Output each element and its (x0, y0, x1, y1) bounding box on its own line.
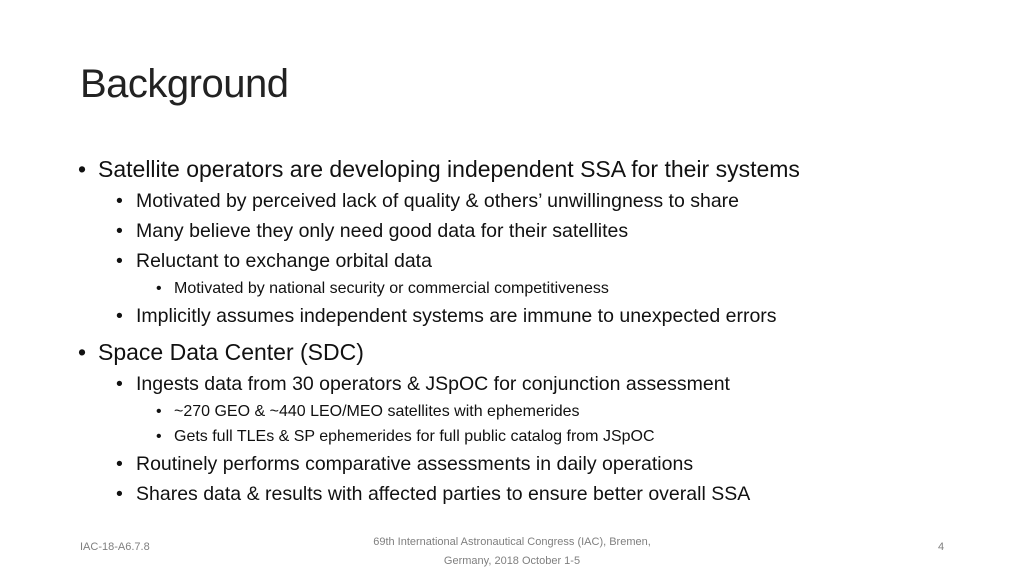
bullet-text: Implicitly assumes independent systems are immune to unexpected errors (136, 305, 777, 327)
footer-conference-line: Germany, 2018 October 1-5 (443, 555, 581, 567)
bullet-item (78, 369, 958, 399)
bullet-dot-icon: • (116, 373, 123, 395)
bullet-dot-icon: • (156, 403, 162, 420)
footer-conference-line: 69th International Astronautical Congress (IAC), Bremen, (373, 536, 651, 548)
bullet-dot-icon: • (116, 250, 123, 272)
bullet-text: Ingests data from 30 operators & JSpOC for conjunction assessment (136, 373, 730, 395)
bullet-item (78, 449, 958, 479)
bullet-text: Satellite operators are developing independent SSA for their systems (98, 156, 800, 182)
bullet-text: Routinely performs comparative assessments in daily operations (136, 453, 694, 475)
bullet-item (78, 216, 958, 246)
bullet-dot-icon: • (116, 453, 123, 475)
bullet-dot-icon: • (116, 190, 123, 212)
bullet-item (78, 424, 958, 449)
slide-body (78, 152, 958, 509)
bullet-dot-icon: • (156, 280, 162, 297)
bullet-item (78, 301, 958, 331)
slide-title: Background (80, 62, 289, 106)
page-number: 4 (938, 541, 945, 553)
bullet-item (78, 399, 958, 424)
bullet-item (78, 152, 958, 186)
bullet-text: Many believe they only need good data for their satellites (136, 220, 629, 242)
bullet-item (78, 246, 958, 276)
bullet-text: Space Data Center (SDC) (98, 339, 364, 365)
bullet-item (78, 186, 958, 216)
bullet-dot-icon: • (116, 305, 123, 327)
bullet-text: Shares data & results with affected parties to ensure better overall SSA (136, 483, 751, 505)
footer-conference (352, 533, 672, 571)
bullet-text: Motivated by national security or commercial competitiveness (174, 280, 609, 297)
bullet-item (78, 276, 958, 301)
bullet-dot-icon: • (156, 428, 162, 445)
bullet-text: Motivated by perceived lack of quality & others’ unwillingness to share (136, 190, 740, 212)
bullet-text: Gets full TLEs & SP ephemerides for full public catalog from JSpOC (174, 428, 655, 445)
bullet-item (78, 479, 958, 509)
bullet-dot-icon: • (116, 483, 123, 505)
bullet-item (78, 335, 958, 369)
bullet-dot-icon: • (78, 156, 87, 182)
bullet-text: ~270 GEO & ~440 LEO/MEO satellites with ephemerides (174, 403, 580, 420)
bullet-text: Reluctant to exchange orbital data (136, 250, 432, 272)
bullet-dot-icon: • (116, 220, 123, 242)
footer-paper-id: IAC-18-A6.7.8 (80, 541, 150, 553)
bullet-dot-icon: • (78, 339, 87, 365)
